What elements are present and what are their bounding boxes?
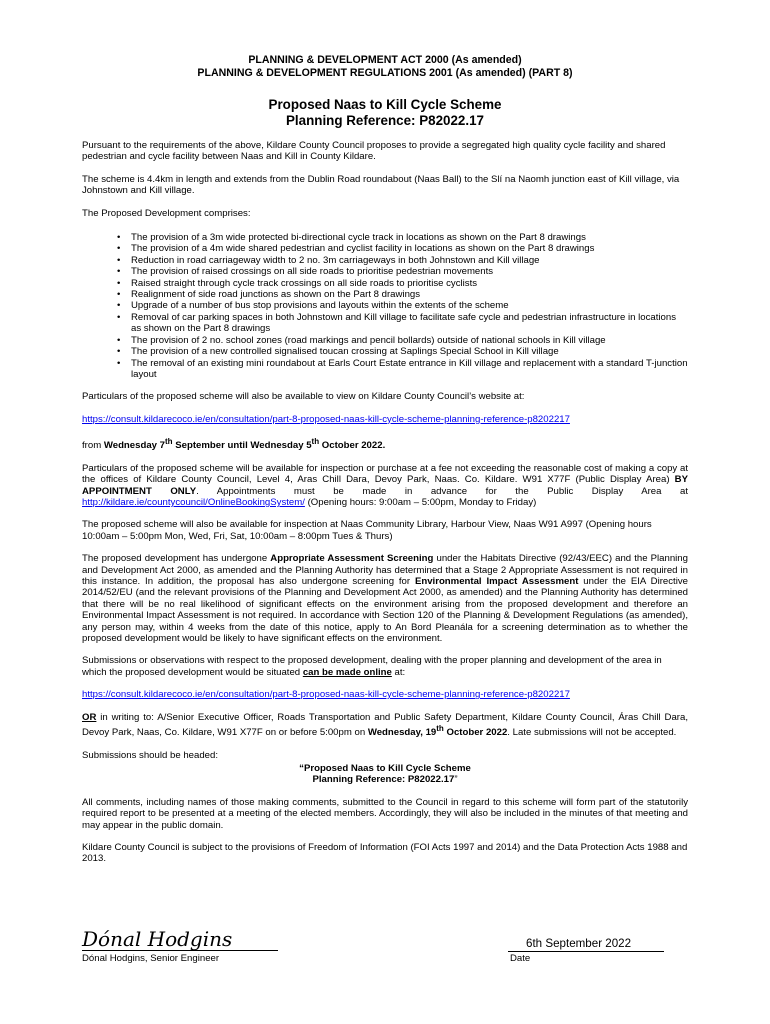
scheme-title [0, 97, 770, 129]
booking-link[interactable]: http://kildare.ie/countycouncil/OnlineBookingSystem/ [82, 496, 305, 508]
submissions-suffix: at: [391, 666, 406, 678]
period-prefix: from [82, 440, 104, 452]
submissions-text: Submissions or observations with respect to the proposed development, dealing with the proper planning and development of the area in which the proposed development would be situated [82, 655, 662, 678]
development-item: • The provision of raised crossings on all side roads to prioritise pedestrian movements [131, 266, 688, 277]
development-item: • Raised straight through cycle track crossings on all side roads to prioritise cyclists [131, 278, 688, 289]
headed-close: ” [454, 774, 458, 786]
deadline-month: October 2022 [443, 727, 508, 739]
headed-intro: Submissions should be headed: [82, 749, 219, 761]
development-item: • Reduction in road carriageway width to 2 no. 3m carriageways in both Johnstown and Kill village [131, 255, 688, 266]
eia-label: Environmental Impact Assessment [414, 575, 579, 587]
signatory-name: Dónal Hodgins, Senior Engineer [82, 953, 220, 964]
consult-link-paragraph [82, 414, 688, 425]
consult-link-paragraph-2 [82, 689, 688, 700]
consult-link-2[interactable]: https://consult.kildarecoco.ie/en/consultation/part-8-proposed-naas-kill-cycle-scheme-planning-reference-p8202217 [82, 689, 570, 701]
library-paragraph: The proposed scheme will also be available for inspection at Naas Community Library, Harbour View, Naas W91 A997 (Opening hours 10:00am – 5:00pm Mon, Wed, Fri, Sat, 10:00am – 8:00pm Tues & Thurs) [82, 519, 652, 542]
scheme-length-paragraph: The scheme is 4.4km in length and extends from the Dublin Road roundabout (Naas Ball) to the Slí na Naomh junction east of Kill village, via Johnstown and Kill village. [82, 173, 680, 197]
period-end: October 2022. [319, 440, 386, 452]
comments-paragraph: All comments, including names of those making comments, submitted to the Council in regard to this scheme will form part of the statutorily required report to be presented at a meeting of the elected members. Accordingly, they will also be included in the minutes of that meeting and may appear in the public domain. [82, 796, 688, 831]
development-item: • Upgrade of a number of bus stop provisions and layouts within the extents of the scheme [131, 300, 688, 311]
writing-text-1: in writing to: A/Senior Executive Officer, Roads Transportation and Public Safety Department, Kildare County Council, Áras Chill Dara, Devoy Park, Naas, Co. Kildare, W91 X77F on or before 5:00pm on [82, 711, 688, 739]
scheme-title-line-1: Proposed Naas to Kill Cycle Scheme [268, 97, 502, 112]
period-start: Wednesday 7 [103, 440, 166, 452]
development-item: • The provision of a 4m wide shared pedestrian and cyclist facility in locations as shown on the Part 8 drawings [131, 243, 688, 254]
inspection-paragraph [82, 463, 688, 509]
consult-link[interactable]: https://consult.kildarecoco.ie/en/consultation/part-8-proposed-naas-kill-cycle-scheme-planning-reference-p8202217 [82, 413, 570, 425]
assessment-text-1: The proposed development has undergone [82, 553, 271, 565]
headed-block [82, 763, 688, 786]
online-emphasis: can be made online [302, 666, 392, 678]
development-item: • The provision of a 3m wide protected bi-directional cycle track in locations as shown on the Part 8 drawings [131, 232, 688, 243]
appointment-only: BY APPOINTMENT ONLY [82, 474, 688, 497]
development-item: • The provision of a new controlled signalised toucan crossing at Saplings Special School in Kill village [131, 346, 688, 357]
signature-line [82, 950, 278, 951]
development-list [82, 232, 688, 380]
notice-body [82, 140, 688, 876]
development-item: • The removal of an existing mini roundabout at Earls Court Estate entrance in Kill village and replacement with a standard T-junction layout [131, 358, 688, 381]
inspection-text-2: . Appointments must be made in advance for the Public Display Area at [196, 485, 688, 497]
act-header-line-2: PLANNING & DEVELOPMENT REGULATIONS 2001 (As amended) (PART 8) [197, 67, 573, 79]
headed-line-2: Planning Reference: P82022.17 [312, 774, 455, 786]
assessment-text-2: under the Habitats Directive (92/43/EEC) and the Planning and Development Act 2000, as amended and the Planning Authority has determined that a Stage 2 Appropriate Assessment is not required in this instance. In addition, the proposal has also undergone screening for [82, 553, 688, 587]
period-end-sup: th [311, 437, 320, 447]
period-mid: September until Wednesday 5 [172, 440, 312, 452]
aa-screening: Appropriate Assessment Screening [270, 553, 434, 565]
period-dates [103, 437, 386, 452]
deadline-day: Wednesday, 19 [367, 727, 437, 739]
comprises-paragraph: The Proposed Development comprises: [82, 207, 251, 219]
date-line [508, 951, 664, 952]
intro-paragraph: Pursuant to the requirements of the above, Kildare County Council proposes to provide a segregated high quality cycle facility and shared pedestrian and cycle facility between Naas and Kill in County Kildare. [82, 140, 666, 163]
signature-text: Dónal Hodgins [82, 927, 233, 951]
or-label: OR [82, 711, 97, 723]
period-paragraph [82, 436, 688, 452]
headed-line-1: “Proposed Naas to Kill Cycle Scheme [299, 763, 471, 775]
development-item: • The provision of 2 no. school zones (road markings and pencil bollards) outside of national schools in Kill village [131, 335, 688, 346]
assessment-text-3: under the EIA Directive 2014/52/EU (and the relevant provisions of the Planning and Development Act 2000, as amended) and the Planning Authority has determined that there will be no real likelihood of significant effects on the environment arising from the proposed development and therefore an Environmental Impact Assessment is not required. In accordance with Section 120 of the Planning & Development Regulations (as amended), any person may, within 4 weeks from the date of this notice, apply to An Bord Pleanála for a screening determination as to whether the proposed development would be likely to have significant effects on the environment. [82, 575, 688, 644]
assessment-paragraph [82, 553, 688, 644]
scheme-title-line-2: Planning Reference: P82022.17 [286, 113, 484, 128]
foi-paragraph: Kildare County Council is subject to the provisions of Freedom of Information (FOI Acts 1997 and 2014) and the Data Protection Acts 1988 and 2013. [82, 842, 688, 865]
writing-paragraph [82, 712, 688, 739]
inspection-text-1: Particulars of the proposed scheme will be available for inspection or purchase at a fee not exceeding the reasonable cost of making a copy at the offices of Kildare County Council, Level 4, Aras Chill Dara, Devoy Park, Naas. Co. Kildare. W91 X77F (Public Display Area) [82, 462, 688, 486]
development-item: • Removal of car parking spaces in both Johnstown and Kill village to facilitate safe cycle and pedestrian infrastructure in locations as shown on the Part 8 drawings [131, 312, 688, 335]
signature-date: 6th September 2022 [526, 937, 632, 950]
development-item: • Realignment of side road junctions as shown on the Part 8 drawings [131, 289, 688, 300]
period-start-sup: th [165, 437, 173, 447]
date-label: Date [510, 953, 531, 964]
deadline-sup: th [436, 724, 444, 734]
submissions-paragraph [82, 655, 688, 678]
inspection-text-3: (Opening hours: 9:00am – 5:00pm, Monday to Friday) [304, 496, 537, 508]
act-header [0, 54, 770, 80]
act-header-line-1: PLANNING & DEVELOPMENT ACT 2000 (As amended) [248, 54, 522, 66]
website-intro-paragraph: Particulars of the proposed scheme will also be available to view on Kildare County Council’s website at: [82, 391, 525, 403]
deadline [367, 724, 508, 739]
writing-text-2: . Late submissions will not be accepted. [507, 727, 677, 739]
